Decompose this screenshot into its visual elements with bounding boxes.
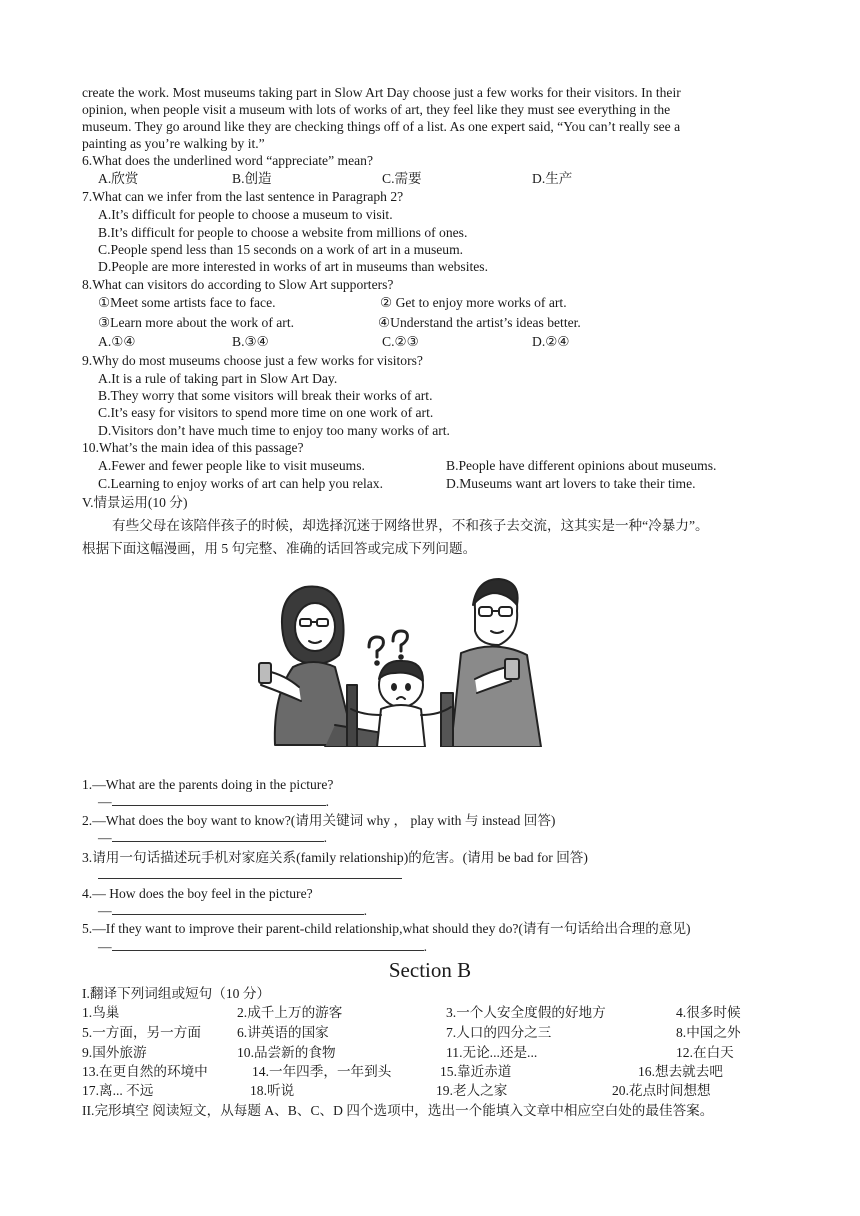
translation-item: 10.品尝新的食物 <box>237 1045 336 1060</box>
answer-period: . <box>363 903 367 918</box>
answer-dash: — <box>98 939 112 954</box>
translation-item: 15.靠近赤道 <box>440 1064 512 1079</box>
answer-blank[interactable] <box>98 866 402 879</box>
cloze-heading: II.完形填空 阅读短文，从每题 A、B、C、D 四个选项中，选出一个能填入文章中相应空白处的最佳答案。 <box>82 1103 714 1118</box>
translation-item: 2.成千上万的游客 <box>237 1005 343 1020</box>
answer-period: . <box>323 830 327 845</box>
answer-blank[interactable] <box>112 829 324 842</box>
question-7-stem: 7.What can we infer from the last sentence in Paragraph 2? <box>82 189 404 204</box>
translation-item: 14.一年四季，一年到头 <box>252 1064 392 1079</box>
q10-option-b: B.People have different opinions about museums. <box>446 458 717 473</box>
translation-item: 13.在更自然的环境中 <box>82 1064 208 1079</box>
translation-item: 9.国外旅游 <box>82 1045 147 1060</box>
translation-item: 17.离... 不远 <box>82 1083 154 1098</box>
situational-question-3: 3.请用一句话描述玩手机对家庭关系(family relationship)的危害。(请用 be bad for 回答) <box>82 850 588 865</box>
q10-option-d: D.Museums want art lovers to take their time. <box>446 476 696 491</box>
answer-dash: — <box>98 830 112 845</box>
q7-option-c: C.People spend less than 15 seconds on a work of art in a museum. <box>98 242 464 257</box>
q8-item-2: ② Get to enjoy more works of art. <box>380 295 567 310</box>
question-6-stem: 6.What does the underlined word “appreciate” mean? <box>82 153 373 168</box>
situational-question-2: 2.—What does the boy want to know?(请用关键词 why ， play with 与 instead 回答) <box>82 813 556 828</box>
q9-option-b: B.They worry that some visitors will break their works of art. <box>98 388 433 403</box>
translation-item: 12.在白天 <box>676 1045 734 1060</box>
q8-item-4: ④Understand the artist’s ideas better. <box>378 315 581 330</box>
translation-heading: I.翻译下列词组或短句（10 分） <box>82 986 271 1001</box>
answer-dash: — <box>98 794 112 809</box>
passage-line: opinion, when people visit a museum with lots of works of art, they feel like they must see everything in the <box>82 102 671 117</box>
q7-option-b: B.It’s difficult for people to choose a website from millions of ones. <box>98 225 468 240</box>
answer-blank[interactable] <box>112 793 326 806</box>
section-heading: V.情景运用(10 分) <box>82 495 188 510</box>
translation-item: 19.老人之家 <box>436 1083 508 1098</box>
answer-period: . <box>423 939 427 954</box>
answer-dash: — <box>98 903 112 918</box>
situational-question-5: 5.—If they want to improve their parent-child relationship,what should they do?(请有一句话给出合理的意见) <box>82 921 691 936</box>
q7-option-d: D.People are more interested in works of art in museums than websites. <box>98 259 488 274</box>
situational-question-4: 4.— How does the boy feel in the picture? <box>82 886 313 901</box>
section-b-title: Section B <box>388 958 472 982</box>
section-intro: 有些父母在该陪伴孩子的时候，却选择沉迷于网络世界，不和孩子去交流，这其实是一种“冷暴力”。 <box>112 518 709 533</box>
q8-item-1: ①Meet some artists face to face. <box>98 295 276 310</box>
q9-option-a: A.It is a rule of taking part in Slow Art Day. <box>98 371 338 386</box>
q8-option-c: C.②③ <box>382 334 419 349</box>
answer-blank[interactable] <box>112 902 364 915</box>
answer-line-2 <box>98 829 327 846</box>
situational-question-1: 1.—What are the parents doing in the picture? <box>82 777 334 792</box>
translation-item: 11.无论...还是... <box>446 1045 538 1060</box>
translation-item: 16.想去就去吧 <box>638 1064 723 1079</box>
q10-option-a: A.Fewer and fewer people like to visit museums. <box>98 458 365 473</box>
question-10-stem: 10.What’s the main idea of this passage? <box>82 440 304 455</box>
q6-option-b: B.创造 <box>232 171 272 186</box>
q8-option-b: B.③④ <box>232 334 269 349</box>
translation-item: 3.一个人安全度假的好地方 <box>446 1005 606 1020</box>
answer-blank[interactable] <box>112 938 424 951</box>
translation-item: 4.很多时候 <box>676 1005 741 1020</box>
passage-line: painting as you’re walking by it.” <box>82 136 265 151</box>
q6-option-a: A.欣赏 <box>98 171 139 186</box>
q9-option-c: C.It’s easy for visitors to spend more time on one work of art. <box>98 405 434 420</box>
passage-line: create the work. Most museums taking part in Slow Art Day choose just a few works for their visitors. In their <box>82 85 681 100</box>
passage-line: museum. They go around like they are checking things off of a list. As one expert said, “You can’t really see a <box>82 119 681 134</box>
family-phone-cartoon <box>255 575 547 747</box>
q9-option-d: D.Visitors don’t have much time to enjoy too many works of art. <box>98 423 450 438</box>
section-intro: 根据下面这幅漫画，用 5 句完整、准确的话回答或完成下列问题。 <box>82 541 477 556</box>
q7-option-a: A.It’s difficult for people to choose a museum to visit. <box>98 207 393 222</box>
q10-option-c: C.Learning to enjoy works of art can help you relax. <box>98 476 384 491</box>
answer-period: . <box>325 794 329 809</box>
q6-option-c: C.需要 <box>382 171 422 186</box>
translation-item: 8.中国之外 <box>676 1025 741 1040</box>
q8-option-d: D.②④ <box>532 334 570 349</box>
answer-line-5 <box>98 938 427 955</box>
q6-option-d: D.生产 <box>532 171 573 186</box>
question-8-stem: 8.What can visitors do according to Slow Art supporters? <box>82 277 394 292</box>
translation-item: 6.讲英语的国家 <box>237 1025 329 1040</box>
translation-item: 20.花点时间想想 <box>612 1083 711 1098</box>
translation-item: 18.听说 <box>250 1083 295 1098</box>
translation-item: 7.人口的四分之三 <box>446 1025 552 1040</box>
q8-option-a: A.①④ <box>98 334 136 349</box>
q8-item-3: ③Learn more about the work of art. <box>98 315 295 330</box>
answer-line-4 <box>98 902 367 919</box>
translation-item: 5.一方面，另一方面 <box>82 1025 201 1040</box>
translation-item: 1.鸟巢 <box>82 1005 120 1020</box>
question-9-stem: 9.Why do most museums choose just a few works for visitors? <box>82 353 423 368</box>
answer-line-1 <box>98 793 329 810</box>
answer-line-3 <box>98 866 402 883</box>
